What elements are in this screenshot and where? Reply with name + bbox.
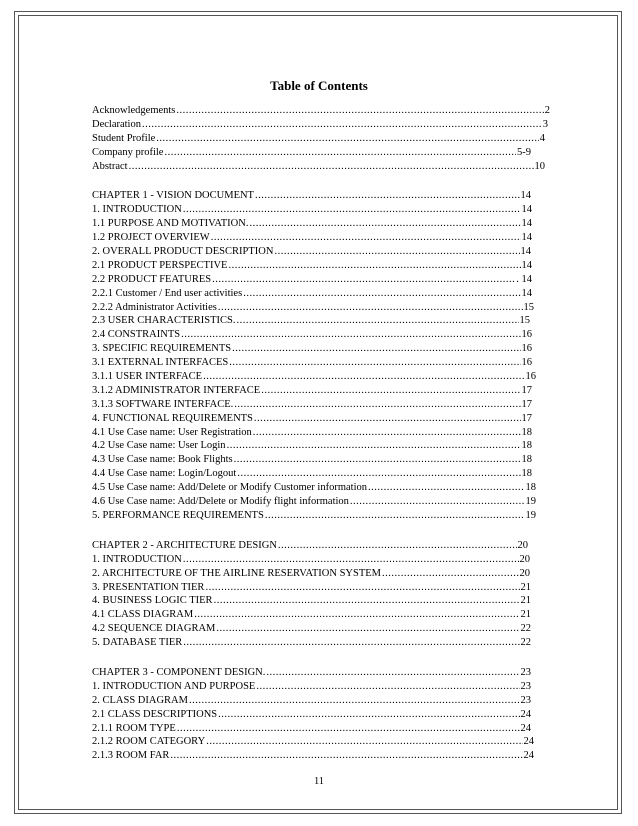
toc-entry[interactable]: [92, 132, 545, 146]
toc-entry-page: 17: [521, 384, 532, 396]
toc-entry-label: 1. INTRODUCTION AND PURPOSE: [92, 680, 256, 692]
toc-entry[interactable]: [92, 384, 532, 398]
toc-entry[interactable]: [92, 722, 531, 736]
toc-entry[interactable]: [92, 314, 530, 328]
toc-entry-page: 23: [520, 666, 531, 678]
toc-dot-leader: [382, 567, 519, 581]
toc-entry-page: 20: [519, 553, 530, 565]
toc-entry-page: 3: [542, 118, 548, 130]
toc-entry[interactable]: [92, 666, 531, 680]
toc-group: [92, 539, 552, 650]
toc-entry[interactable]: [92, 342, 532, 356]
toc-dot-leader: [243, 287, 520, 301]
toc-dot-leader: [206, 735, 522, 749]
toc-dot-leader: [255, 189, 520, 203]
toc-entry[interactable]: [92, 189, 531, 203]
toc-entry-label: 5. DATABASE TIER: [92, 637, 183, 649]
toc-entry-label: 4.2 SEQUENCE DIAGRAM: [92, 623, 216, 635]
toc-entry[interactable]: [92, 735, 534, 749]
toc-entry-page: 5-9: [517, 146, 531, 158]
toc-entry[interactable]: [92, 160, 545, 174]
toc-entry[interactable]: [92, 553, 530, 567]
toc-entry[interactable]: [92, 245, 531, 259]
toc-dot-leader: [237, 467, 520, 481]
toc-entry-page: 24: [523, 750, 534, 762]
toc-entry[interactable]: [92, 273, 532, 287]
toc-entry-page: 15: [523, 301, 534, 313]
toc-entry-page: 24: [520, 708, 531, 720]
toc-dot-leader: [237, 314, 519, 328]
toc-entry-page: 18: [521, 454, 532, 466]
toc-dot-leader: [194, 608, 519, 622]
toc-group: [92, 104, 552, 173]
toc-dot-leader: [368, 481, 525, 495]
toc-entry[interactable]: [92, 694, 531, 708]
toc-entry-page: 14: [521, 259, 532, 271]
toc-entry-label: 2.2.1 Customer / End user activities: [92, 287, 243, 299]
toc-dot-leader: [274, 245, 519, 259]
toc-dot-leader: [350, 495, 525, 509]
toc-dot-leader: [164, 146, 516, 160]
toc-entry-label: 3.1 EXTERNAL INTERFACES: [92, 357, 229, 369]
toc-entry[interactable]: [92, 231, 532, 245]
toc-dot-leader: [278, 539, 517, 553]
toc-dot-leader: [156, 132, 538, 146]
toc-entry-label: 3. SPECIFIC REQUIREMENTS: [92, 343, 232, 355]
toc-entry[interactable]: [92, 398, 532, 412]
toc-entry-label: 4.5 Use Case name: Add/Delete or Modify Customer information: [92, 482, 367, 494]
toc-entry[interactable]: [92, 453, 532, 467]
toc-entry-page: 18: [521, 426, 532, 438]
toc-entry[interactable]: [92, 622, 531, 636]
toc-entry-label: CHAPTER 2 - ARCHITECTURE DESIGN: [92, 539, 277, 551]
toc-entry-label: 4.4 Use Case name: Login/Logout: [92, 468, 237, 480]
table-of-contents: [92, 104, 552, 763]
toc-entry-page: 2: [544, 105, 550, 116]
toc-entry[interactable]: [92, 412, 532, 426]
toc-dot-leader: [183, 203, 521, 217]
toc-entry[interactable]: [92, 370, 536, 384]
toc-entry[interactable]: [92, 708, 531, 722]
toc-entry-label: 2.1.1 ROOM TYPE: [92, 722, 176, 734]
toc-entry-label: 2.3 USER CHARACTERISTICS.: [92, 315, 236, 327]
toc-entry-page: 14: [521, 287, 532, 299]
toc-dot-leader: [183, 553, 519, 567]
toc-entry[interactable]: [92, 567, 530, 581]
toc-entry-page: 10: [534, 160, 545, 172]
toc-entry-label: 4.1 Use Case name: User Registration: [92, 426, 252, 438]
toc-entry[interactable]: [92, 749, 534, 763]
toc-entry[interactable]: [92, 118, 548, 132]
toc-entry[interactable]: [92, 467, 532, 481]
toc-entry-page: 23: [520, 680, 531, 692]
toc-entry[interactable]: [92, 104, 550, 118]
toc-entry[interactable]: [92, 608, 531, 622]
toc-entry-page: 16: [525, 371, 536, 383]
page-number: 11: [313, 776, 325, 787]
toc-dot-leader: [266, 666, 519, 680]
toc-dot-leader: [170, 749, 522, 763]
toc-entry[interactable]: [92, 217, 532, 231]
toc-entry[interactable]: [92, 594, 531, 608]
toc-entry-label: 3.1.2 ADMINISTRATOR INTERFACE: [92, 384, 261, 396]
toc-entry-label: 1.2 PROJECT OVERVIEW: [92, 232, 210, 244]
toc-entry[interactable]: [92, 203, 532, 217]
toc-entry-page: . 14: [516, 273, 532, 285]
toc-entry-page: 17: [521, 412, 532, 424]
toc-entry-label: 2. OVERALL PRODUCT DESCRIPTION: [92, 246, 274, 258]
toc-dot-leader: [249, 217, 520, 231]
toc-entry-label: 3.1.3 SOFTWARE INTERFACE.: [92, 398, 234, 410]
toc-entry-label: 2.1 CLASS DESCRIPTIONS: [92, 708, 218, 720]
toc-dot-leader: [234, 398, 520, 412]
toc-entry[interactable]: [92, 680, 531, 694]
toc-entry-page: 14: [521, 218, 532, 230]
toc-entry-label: CHAPTER 1 - VISION DOCUMENT: [92, 190, 254, 202]
toc-entry-label: Declaration: [92, 118, 141, 130]
toc-dot-leader: [218, 708, 519, 722]
toc-entry-label: 4.1 CLASS DIAGRAM: [92, 609, 194, 621]
toc-dot-leader: [212, 273, 515, 287]
toc-entry[interactable]: [92, 426, 532, 440]
toc-entry-page: 14: [521, 232, 532, 244]
toc-entry[interactable]: [92, 356, 532, 370]
toc-entry-page: 22: [520, 623, 531, 635]
toc-entry-page: 20: [517, 539, 528, 551]
toc-dot-leader: [214, 594, 520, 608]
toc-dot-leader: [203, 370, 524, 384]
toc-entry[interactable]: [92, 539, 528, 553]
toc-entry-page: 19: [525, 496, 536, 508]
toc-entry-label: 2.2 PRODUCT FEATURES: [92, 273, 212, 285]
toc-entry[interactable]: [92, 328, 532, 342]
toc-entry-label: 4.6 Use Case name: Add/Delete or Modify flight information: [92, 496, 349, 508]
toc-entry-label: 2. ARCHITECTURE OF THE AIRLINE RESERVATION SYSTEM: [92, 567, 381, 579]
toc-entry-page: 16: [521, 343, 532, 355]
toc-entry-label: Company profile: [92, 146, 164, 158]
toc-entry-page: 19: [525, 509, 536, 521]
toc-entry-page: 18: [525, 482, 536, 494]
toc-entry-page: 21: [520, 581, 531, 593]
toc-entry-page: 22: [520, 637, 531, 649]
toc-entry-page: 4: [539, 132, 545, 144]
toc-entry-page: 18: [521, 468, 532, 480]
toc-entry-label: 2.1.2 ROOM CATEGORY: [92, 736, 206, 748]
toc-dot-leader: [253, 426, 521, 440]
toc-entry-page: 21: [520, 595, 531, 607]
toc-entry-label: 2.1.3 ROOM FAR: [92, 750, 170, 762]
toc-entry-page: 21: [520, 609, 531, 621]
toc-entry[interactable]: [92, 481, 536, 495]
toc-entry-label: 1.1 PURPOSE AND MOTIVATION.: [92, 218, 249, 230]
toc-dot-leader: [218, 301, 523, 315]
toc-entry-page: 16: [521, 329, 532, 341]
toc-entry-label: 2.1 PRODUCT PERSPECTIVE: [92, 259, 228, 271]
toc-entry-label: Abstract: [92, 160, 128, 172]
toc-dot-leader: [265, 509, 525, 523]
toc-group: [92, 666, 552, 763]
toc-entry-page: 14: [520, 190, 531, 202]
toc-entry[interactable]: [92, 439, 532, 453]
toc-entry-label: 1. INTRODUCTION: [92, 204, 182, 216]
toc-dot-leader: [181, 328, 520, 342]
toc-dot-leader: [183, 636, 519, 650]
toc-dot-leader: [234, 453, 521, 467]
toc-entry-label: 3. PRESENTATION TIER: [92, 581, 205, 593]
toc-entry-label: Acknowledgements: [92, 105, 176, 116]
toc-entry-page: 15: [519, 315, 530, 327]
toc-entry-label: CHAPTER 3 - COMPONENT DESIGN.: [92, 666, 266, 678]
toc-entry-page: 23: [520, 694, 531, 706]
toc-entry[interactable]: [92, 581, 531, 595]
toc-entry-label: 1. INTRODUCTION: [92, 553, 182, 565]
toc-dot-leader: [176, 104, 543, 118]
toc-entry-page: 14: [520, 246, 531, 258]
toc-entry-page: 24: [523, 736, 534, 748]
toc-entry-label: 4.2 Use Case name: User Login: [92, 440, 226, 452]
toc-entry-label: 2.4 CONSTRAINTS: [92, 329, 181, 341]
toc-entry[interactable]: [92, 301, 534, 315]
toc-entry-label: 2. CLASS DIAGRAM: [92, 694, 188, 706]
toc-entry-label: 4.3 Use Case name: Book Flights: [92, 454, 233, 466]
toc-entry-label: 4. FUNCTIONAL REQUIREMENTS: [92, 412, 253, 424]
toc-entry[interactable]: [92, 146, 531, 160]
toc-entry[interactable]: [92, 636, 531, 650]
toc-dot-leader: [177, 722, 520, 736]
toc-dot-leader: [142, 118, 542, 132]
toc-entry-label: 4. BUSINESS LOGIC TIER: [92, 595, 213, 607]
toc-dot-leader: [205, 581, 519, 595]
toc-dot-leader: [232, 342, 520, 356]
toc-entry-page: 24: [520, 722, 531, 734]
toc-dot-leader: [256, 680, 519, 694]
toc-dot-leader: [189, 694, 520, 708]
toc-entry-page: 14: [521, 204, 532, 216]
toc-dot-leader: [261, 384, 520, 398]
toc-entry-label: 5. PERFORMANCE REQUIREMENTS: [92, 509, 264, 521]
toc-entry-label: 2.2.2 Administrator Activities: [92, 301, 217, 313]
toc-entry[interactable]: [92, 509, 536, 523]
toc-entry-label: Student Profile: [92, 132, 156, 144]
toc-dot-leader: [229, 356, 520, 370]
toc-entry-page: 17: [521, 398, 532, 410]
toc-entry-page: 20: [519, 567, 530, 579]
toc-group: [92, 189, 552, 522]
toc-entry[interactable]: [92, 287, 532, 301]
toc-dot-leader: [211, 231, 521, 245]
page-title: Table of Contents: [270, 78, 368, 93]
toc-entry[interactable]: [92, 495, 536, 509]
toc-entry-page: 16: [521, 357, 532, 369]
toc-entry[interactable]: [92, 259, 532, 273]
toc-dot-leader: [228, 259, 520, 273]
toc-entry-label: 3.1.1 USER INTERFACE: [92, 371, 203, 383]
toc-entry-page: 18: [521, 440, 532, 452]
toc-dot-leader: [216, 622, 519, 636]
toc-dot-leader: [227, 439, 521, 453]
toc-dot-leader: [129, 160, 534, 174]
toc-dot-leader: [254, 412, 521, 426]
